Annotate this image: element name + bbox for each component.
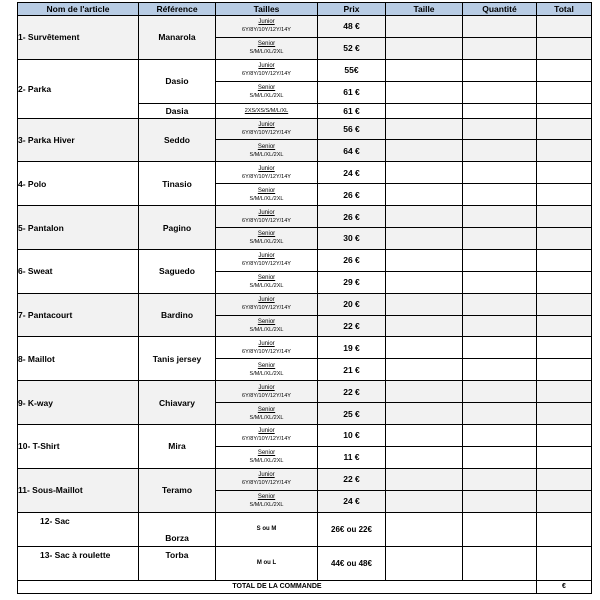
total-field[interactable] bbox=[537, 337, 592, 359]
size-choice-field[interactable] bbox=[386, 546, 463, 580]
article-price: 55€ bbox=[318, 59, 386, 81]
total-field[interactable] bbox=[537, 16, 592, 38]
size-category: Junior bbox=[258, 384, 275, 391]
header-price: Prix bbox=[318, 3, 386, 16]
size-category: Junior bbox=[258, 253, 275, 260]
article-reference: Saguedo bbox=[139, 249, 216, 293]
article-row bbox=[18, 425, 592, 447]
article-price: 48 € bbox=[318, 16, 386, 38]
quantity-field[interactable] bbox=[463, 512, 537, 546]
quantity-field[interactable] bbox=[463, 103, 537, 118]
size-list: S/M/L/XL/2XL bbox=[249, 458, 284, 465]
header-row bbox=[18, 3, 592, 16]
size-list: S/M/L/XL/2XL bbox=[249, 502, 284, 509]
article-name: 5- Pantalon bbox=[18, 206, 139, 250]
quantity-field[interactable] bbox=[463, 118, 537, 140]
size-choice-field[interactable] bbox=[386, 81, 463, 103]
size-category: Senior bbox=[257, 319, 276, 326]
article-price: 22 € bbox=[318, 468, 386, 490]
bag-row bbox=[18, 512, 592, 546]
size-list: 6Y/8Y/10Y/12Y/14Y bbox=[242, 305, 291, 312]
article-price: 44€ ou 48€ bbox=[318, 546, 386, 580]
quantity-field[interactable] bbox=[463, 425, 537, 447]
size-options: M ou L bbox=[216, 546, 318, 580]
size-list: S/M/L/XL/2XL bbox=[249, 239, 284, 246]
header-quantity: Quantité bbox=[463, 3, 537, 16]
size-range bbox=[216, 271, 318, 293]
size-choice-field[interactable] bbox=[386, 59, 463, 81]
quantity-field[interactable] bbox=[463, 381, 537, 403]
article-name: 7- Pantacourt bbox=[18, 293, 139, 337]
size-category: Junior bbox=[258, 63, 275, 70]
quantity-field[interactable] bbox=[463, 37, 537, 59]
article-reference: Manarola bbox=[139, 16, 216, 60]
article-reference-alt: Dasia bbox=[139, 103, 216, 118]
article-reference: Dasio bbox=[139, 59, 216, 103]
size-list: 6Y/8Y/10Y/12Y/14Y bbox=[242, 71, 291, 78]
quantity-field[interactable] bbox=[463, 315, 537, 337]
size-options: S ou M bbox=[216, 512, 318, 546]
quantity-field[interactable] bbox=[463, 293, 537, 315]
article-row bbox=[18, 118, 592, 140]
article-price: 52 € bbox=[318, 37, 386, 59]
total-field[interactable] bbox=[537, 359, 592, 381]
size-range bbox=[216, 337, 318, 359]
article-row bbox=[18, 293, 592, 315]
quantity-field[interactable] bbox=[463, 446, 537, 468]
article-price: 21 € bbox=[318, 359, 386, 381]
size-category: Junior bbox=[258, 209, 275, 216]
size-list: S/M/L/XL/2XL bbox=[249, 283, 284, 290]
quantity-field[interactable] bbox=[463, 59, 537, 81]
size-category: Senior bbox=[257, 85, 276, 92]
article-reference: Chiavary bbox=[139, 381, 216, 425]
total-field[interactable] bbox=[537, 228, 592, 250]
article-price: 29 € bbox=[318, 271, 386, 293]
quantity-field[interactable] bbox=[463, 271, 537, 293]
article-name: 13- Sac à roulette bbox=[18, 546, 139, 580]
size-choice-field[interactable] bbox=[386, 249, 463, 271]
article-price: 56 € bbox=[318, 118, 386, 140]
total-field[interactable] bbox=[537, 293, 592, 315]
size-range bbox=[216, 315, 318, 337]
size-range bbox=[216, 162, 318, 184]
quantity-field[interactable] bbox=[463, 468, 537, 490]
size-category: Junior bbox=[258, 472, 275, 479]
size-list: S/M/L/XL/2XL bbox=[249, 414, 284, 421]
article-reference: Seddo bbox=[139, 118, 216, 162]
total-field[interactable] bbox=[537, 446, 592, 468]
size-category: Senior bbox=[257, 187, 276, 194]
size-range bbox=[216, 468, 318, 490]
size-range bbox=[216, 403, 318, 425]
article-row bbox=[18, 16, 592, 38]
size-category: Senior bbox=[257, 231, 276, 238]
size-list: 6Y/8Y/10Y/12Y/14Y bbox=[242, 27, 291, 34]
article-price: 61 € bbox=[318, 103, 386, 118]
size-category: Junior bbox=[258, 19, 275, 26]
size-range bbox=[216, 249, 318, 271]
size-list: S/M/L/XL/2XL bbox=[249, 49, 284, 56]
article-reference: Teramo bbox=[139, 468, 216, 512]
quantity-field[interactable] bbox=[463, 81, 537, 103]
quantity-field[interactable] bbox=[463, 403, 537, 425]
size-range bbox=[216, 293, 318, 315]
article-row bbox=[18, 381, 592, 403]
size-range bbox=[216, 81, 318, 103]
article-name: 6- Sweat bbox=[18, 249, 139, 293]
article-price: 64 € bbox=[318, 140, 386, 162]
size-choice-field[interactable] bbox=[386, 184, 463, 206]
article-name: 2- Parka bbox=[18, 59, 139, 118]
total-field[interactable] bbox=[537, 118, 592, 140]
quantity-field[interactable] bbox=[463, 337, 537, 359]
size-list: 6Y/8Y/10Y/12Y/14Y bbox=[242, 348, 291, 355]
size-category: Senior bbox=[257, 450, 276, 457]
total-field[interactable] bbox=[537, 490, 592, 512]
header-total: Total bbox=[537, 3, 592, 16]
size-choice-field[interactable] bbox=[386, 37, 463, 59]
total-field[interactable] bbox=[537, 381, 592, 403]
size-range bbox=[216, 490, 318, 512]
size-choice-field[interactable] bbox=[386, 337, 463, 359]
size-range bbox=[216, 118, 318, 140]
size-range bbox=[216, 16, 318, 38]
size-category: Junior bbox=[258, 428, 275, 435]
size-category: Senior bbox=[257, 494, 276, 501]
quantity-field[interactable] bbox=[463, 140, 537, 162]
size-list: S/M/L/XL/2XL bbox=[249, 195, 284, 202]
bag-row bbox=[18, 546, 592, 580]
quantity-field[interactable] bbox=[463, 228, 537, 250]
article-reference: Tanis jersey bbox=[139, 337, 216, 381]
total-field[interactable] bbox=[537, 59, 592, 81]
size-list: S/M/L/XL/2XL bbox=[249, 327, 284, 334]
article-name: 9- K-way bbox=[18, 381, 139, 425]
size-range bbox=[216, 140, 318, 162]
size-list: 2XS/XS/S/M/L/XL bbox=[244, 107, 289, 114]
total-field[interactable] bbox=[537, 184, 592, 206]
total-field[interactable] bbox=[537, 315, 592, 337]
size-category: Senior bbox=[257, 143, 276, 150]
size-choice-field[interactable] bbox=[386, 271, 463, 293]
size-choice-field[interactable] bbox=[386, 446, 463, 468]
size-range bbox=[216, 381, 318, 403]
size-category: Senior bbox=[257, 41, 276, 48]
total-field[interactable] bbox=[537, 271, 592, 293]
article-name: 8- Maillot bbox=[18, 337, 139, 381]
size-choice-field[interactable] bbox=[386, 293, 463, 315]
size-range bbox=[216, 103, 318, 118]
size-category: Junior bbox=[258, 340, 275, 347]
article-price: 22 € bbox=[318, 315, 386, 337]
article-name: 11- Sous-Maillot bbox=[18, 468, 139, 512]
size-list: 6Y/8Y/10Y/12Y/14Y bbox=[242, 173, 291, 180]
size-category: Senior bbox=[257, 406, 276, 413]
order-total-label: TOTAL DE LA COMMANDE bbox=[18, 580, 537, 593]
size-range bbox=[216, 37, 318, 59]
total-field[interactable] bbox=[537, 140, 592, 162]
size-list: 6Y/8Y/10Y/12Y/14Y bbox=[242, 480, 291, 487]
total-field[interactable] bbox=[537, 403, 592, 425]
size-choice-field[interactable] bbox=[386, 162, 463, 184]
quantity-field[interactable] bbox=[463, 249, 537, 271]
article-reference: Bardino bbox=[139, 293, 216, 337]
article-price: 22 € bbox=[318, 381, 386, 403]
size-list: 6Y/8Y/10Y/12Y/14Y bbox=[242, 261, 291, 268]
article-name: 4- Polo bbox=[18, 162, 139, 206]
size-choice-field[interactable] bbox=[386, 468, 463, 490]
header-size-choice: Taille bbox=[386, 3, 463, 16]
article-name: 3- Parka Hiver bbox=[18, 118, 139, 162]
article-price: 25 € bbox=[318, 403, 386, 425]
header-sizes: Tailles bbox=[216, 3, 318, 16]
size-range bbox=[216, 446, 318, 468]
size-range bbox=[216, 184, 318, 206]
header-article-name: Nom de l'article bbox=[18, 3, 139, 16]
article-price: 24 € bbox=[318, 162, 386, 184]
total-field[interactable] bbox=[537, 468, 592, 490]
size-range bbox=[216, 425, 318, 447]
article-price: 61 € bbox=[318, 81, 386, 103]
article-name: 1- Survêtement bbox=[18, 16, 139, 60]
size-choice-field[interactable] bbox=[386, 103, 463, 118]
article-price: 19 € bbox=[318, 337, 386, 359]
article-reference: Tinasio bbox=[139, 162, 216, 206]
size-choice-field[interactable] bbox=[386, 425, 463, 447]
size-choice-field[interactable] bbox=[386, 140, 463, 162]
size-list: S/M/L/XL/2XL bbox=[249, 151, 284, 158]
size-category: Senior bbox=[257, 275, 276, 282]
size-category: Junior bbox=[258, 297, 275, 304]
total-field[interactable] bbox=[537, 103, 592, 118]
article-reference: Mira bbox=[139, 425, 216, 469]
article-name: 12- Sac bbox=[18, 512, 139, 546]
article-reference: Borza bbox=[139, 512, 216, 546]
total-field[interactable] bbox=[537, 249, 592, 271]
size-choice-field[interactable] bbox=[386, 359, 463, 381]
article-price: 11 € bbox=[318, 446, 386, 468]
size-choice-field[interactable] bbox=[386, 490, 463, 512]
article-price: 24 € bbox=[318, 490, 386, 512]
article-name: 10- T-Shirt bbox=[18, 425, 139, 469]
article-reference: Pagino bbox=[139, 206, 216, 250]
quantity-field[interactable] bbox=[463, 546, 537, 580]
size-list: 6Y/8Y/10Y/12Y/14Y bbox=[242, 217, 291, 224]
article-row bbox=[18, 162, 592, 184]
article-reference: Torba bbox=[139, 546, 216, 580]
article-price: 30 € bbox=[318, 228, 386, 250]
total-field[interactable] bbox=[537, 81, 592, 103]
quantity-field[interactable] bbox=[463, 206, 537, 228]
header-reference: Référence bbox=[139, 3, 216, 16]
quantity-field[interactable] bbox=[463, 359, 537, 381]
size-list: 6Y/8Y/10Y/12Y/14Y bbox=[242, 130, 291, 136]
size-category: Senior bbox=[257, 362, 276, 369]
quantity-field[interactable] bbox=[463, 162, 537, 184]
article-price: 26 € bbox=[318, 206, 386, 228]
total-field[interactable] bbox=[537, 512, 592, 546]
total-field[interactable] bbox=[537, 206, 592, 228]
size-choice-field[interactable] bbox=[386, 381, 463, 403]
quantity-field[interactable] bbox=[463, 490, 537, 512]
order-total-field[interactable]: € bbox=[537, 580, 592, 593]
article-price: 10 € bbox=[318, 425, 386, 447]
size-list: S/M/L/XL/2XL bbox=[249, 370, 284, 377]
size-list: 6Y/8Y/10Y/12Y/14Y bbox=[242, 392, 291, 399]
article-row bbox=[18, 337, 592, 359]
size-choice-field[interactable] bbox=[386, 16, 463, 38]
article-row bbox=[18, 468, 592, 490]
size-list: S/M/L/XL/2XL bbox=[249, 93, 284, 100]
size-choice-field[interactable] bbox=[386, 118, 463, 140]
article-price: 26 € bbox=[318, 184, 386, 206]
size-choice-field[interactable] bbox=[386, 206, 463, 228]
size-choice-field[interactable] bbox=[386, 512, 463, 546]
size-category: Junior bbox=[258, 122, 275, 128]
size-choice-field[interactable] bbox=[386, 403, 463, 425]
article-row bbox=[18, 249, 592, 271]
size-choice-field[interactable] bbox=[386, 315, 463, 337]
total-field[interactable] bbox=[537, 37, 592, 59]
size-category: Junior bbox=[258, 165, 275, 172]
quantity-field[interactable] bbox=[463, 184, 537, 206]
article-price: 26 € bbox=[318, 249, 386, 271]
size-list: 6Y/8Y/10Y/12Y/14Y bbox=[242, 436, 291, 443]
size-range bbox=[216, 228, 318, 250]
size-range bbox=[216, 59, 318, 81]
article-row bbox=[18, 206, 592, 228]
article-row bbox=[18, 59, 592, 81]
article-price: 26€ ou 22€ bbox=[318, 512, 386, 546]
order-form-table bbox=[17, 2, 592, 594]
total-row bbox=[18, 580, 592, 593]
size-range bbox=[216, 359, 318, 381]
size-range bbox=[216, 206, 318, 228]
total-field[interactable] bbox=[537, 162, 592, 184]
total-field[interactable] bbox=[537, 546, 592, 580]
article-price: 20 € bbox=[318, 293, 386, 315]
quantity-field[interactable] bbox=[463, 16, 537, 38]
total-field[interactable] bbox=[537, 425, 592, 447]
size-choice-field[interactable] bbox=[386, 228, 463, 250]
